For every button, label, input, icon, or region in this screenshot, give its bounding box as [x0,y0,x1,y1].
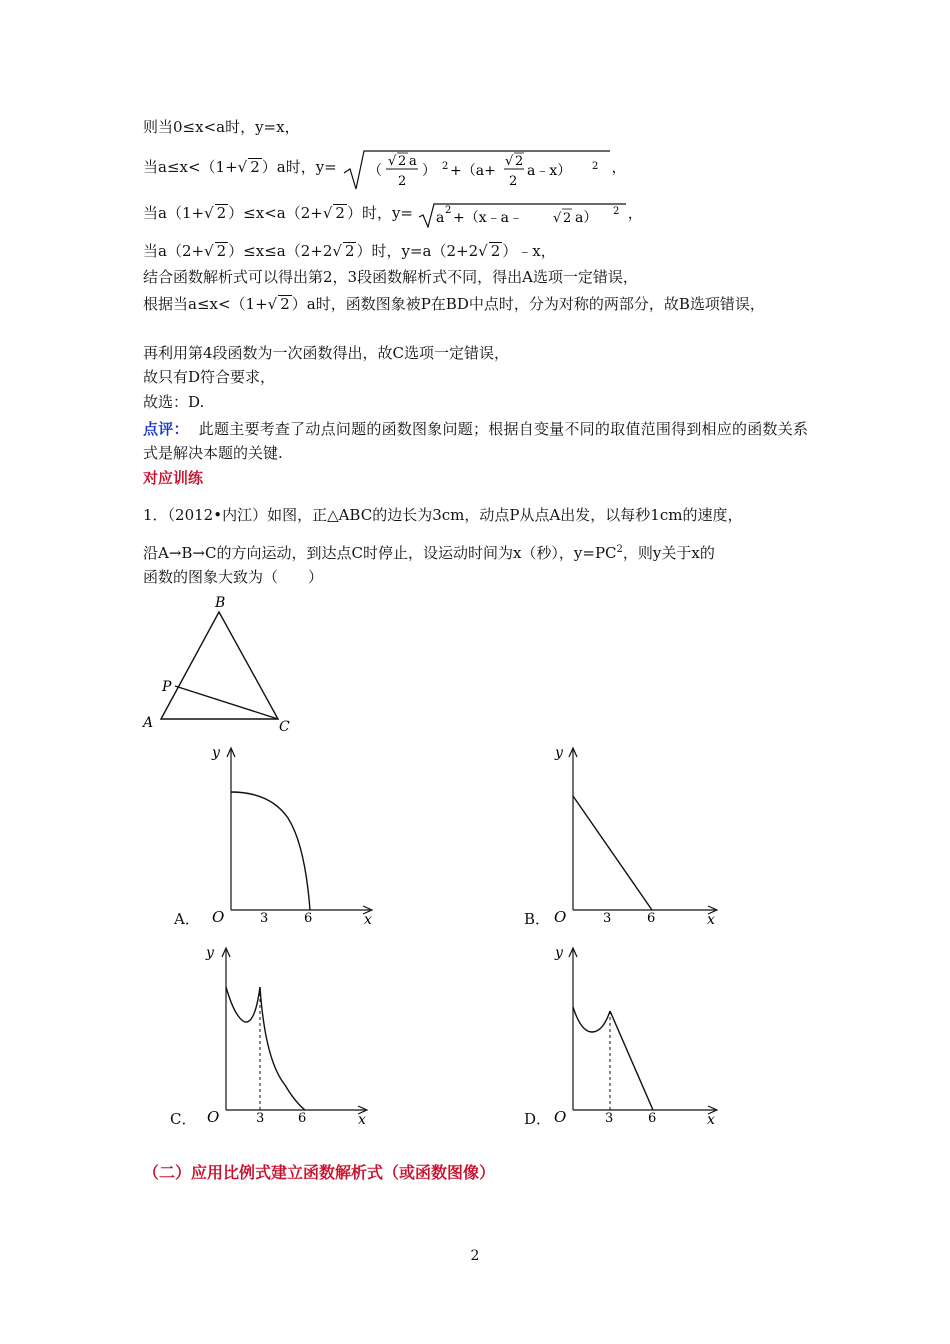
solution-line-9: 故选：D. [143,393,205,411]
svg-text:2: 2 [514,153,523,169]
svg-text:3: 3 [603,911,612,926]
label-B: B [215,595,226,611]
option-a-label[interactable]: A． [174,910,200,928]
svg-text:2: 2 [397,153,406,169]
svg-text:O: O [212,908,225,926]
solution-line-5: 结合函数解析式可以得出第2，3段函数解析式不同，得出A选项一定错误， [143,268,638,286]
label-P: P [162,679,172,695]
section-training-heading: 对应训练 [143,469,204,487]
svg-text:x: x [364,912,372,928]
svg-text:O: O [207,1108,220,1126]
svg-text:2: 2 [508,173,517,189]
option-d-graph[interactable] [545,940,725,1130]
big-radical-1 [342,146,612,191]
solution-line-3: 当a（1+√ 2 ）≤x<a（2+√ 2 ）时，y= a 2 +（x﹣a﹣ √ 2 a） 2 ， [143,200,643,226]
svg-text:√: √ [387,153,396,169]
svg-text:6: 6 [647,911,656,926]
triangle-figure [140,590,300,735]
svg-text:y: y [555,945,563,961]
svg-text:x: x [358,1112,366,1128]
svg-text:O: O [554,908,567,926]
solution-line-8: 故只有D符合要求， [143,368,276,386]
review-label: 点评： [143,420,189,438]
svg-text:y: y [206,945,214,961]
svg-text:3: 3 [256,1111,265,1126]
option-d-label[interactable]: D． [524,1110,552,1128]
svg-text:2: 2 [591,160,598,172]
svg-text:a: a [408,153,417,169]
problem-line-3: 函数的图象大致为（ ） [143,568,324,586]
label-C: C [279,719,290,735]
svg-text:y: y [555,745,563,761]
label-A: A [143,715,154,731]
page-number: 2 [470,1248,480,1264]
svg-text:√: √ [504,153,513,169]
svg-text:+（a+: +（a+ [449,162,496,179]
problem-line-1: 1．（2012•内江）如图，正△ABC的边长为3cm，动点P从点A出发，以每秒1cm的速度， [143,506,743,524]
svg-text:2: 2 [397,173,406,189]
option-a-graph[interactable] [200,740,380,930]
svg-text:（: （ [367,162,382,179]
solution-line-2: 当a≤x<（1+√ 2 ）a时，y= （ √ 2 a 2 ） 2 +（a+ √ 2 2 a﹣x） 2 ， [143,145,627,190]
svg-text:）: ） [421,162,436,179]
svg-text:x: x [707,912,715,928]
svg-text:a﹣x）: a﹣x） [526,162,571,179]
problem-line-2: 沿A→B→C的方向运动，到达点C时停止，设运动时间为x（秒），$y=PC^2$，则y关于x的 [143,544,715,562]
svg-text:3: 3 [605,1111,614,1126]
solution-line-6: 根据当a≤x<（1+√ 2 ）a时，函数图象被P在BD中点时，分为对称的两部分，故B选项错误， [143,295,765,313]
option-c-graph[interactable] [195,940,375,1130]
svg-text:y: y [212,745,220,761]
review-text: 此题主要考查了动点问题的函数图象问题；根据自变量不同的取值范围得到相应的函数关系式是解决本题的关键. [143,420,808,462]
option-b-graph[interactable] [545,740,725,930]
option-c-label[interactable]: C． [170,1110,197,1128]
review [143,417,808,465]
section-two-heading: （二）应用比例式建立函数解析式（或函数图像） [143,1163,496,1182]
svg-text:+（x﹣a﹣: +（x﹣a﹣ [452,209,523,226]
svg-text:2: 2 [562,210,572,226]
big-radical-2 [418,201,628,228]
option-b-label[interactable]: B． [524,910,551,928]
svg-text:2: 2 [441,160,448,172]
svg-text:6: 6 [298,1111,307,1126]
svg-text:6: 6 [304,911,313,926]
svg-text:O: O [554,1108,567,1126]
svg-text:2: 2 [612,205,620,217]
svg-text:√: √ [552,210,562,226]
svg-text:a: a [435,209,445,226]
svg-text:3: 3 [260,911,269,926]
solution-line-1: 则当0≤x<a时，y=x， [143,118,300,136]
solution-line-7: 再利用第4段函数为一次函数得出，故C选项一定错误， [143,344,510,362]
solution-line-4: 当a（2+√ 2 ）≤x≤a（2+2√ 2 ）时，y=a（2+2√ 2 ）﹣x， [143,242,556,260]
svg-text:6: 6 [648,1111,657,1126]
svg-text:2: 2 [444,204,452,216]
svg-text:a）: a） [574,209,598,226]
svg-text:x: x [707,1112,715,1128]
